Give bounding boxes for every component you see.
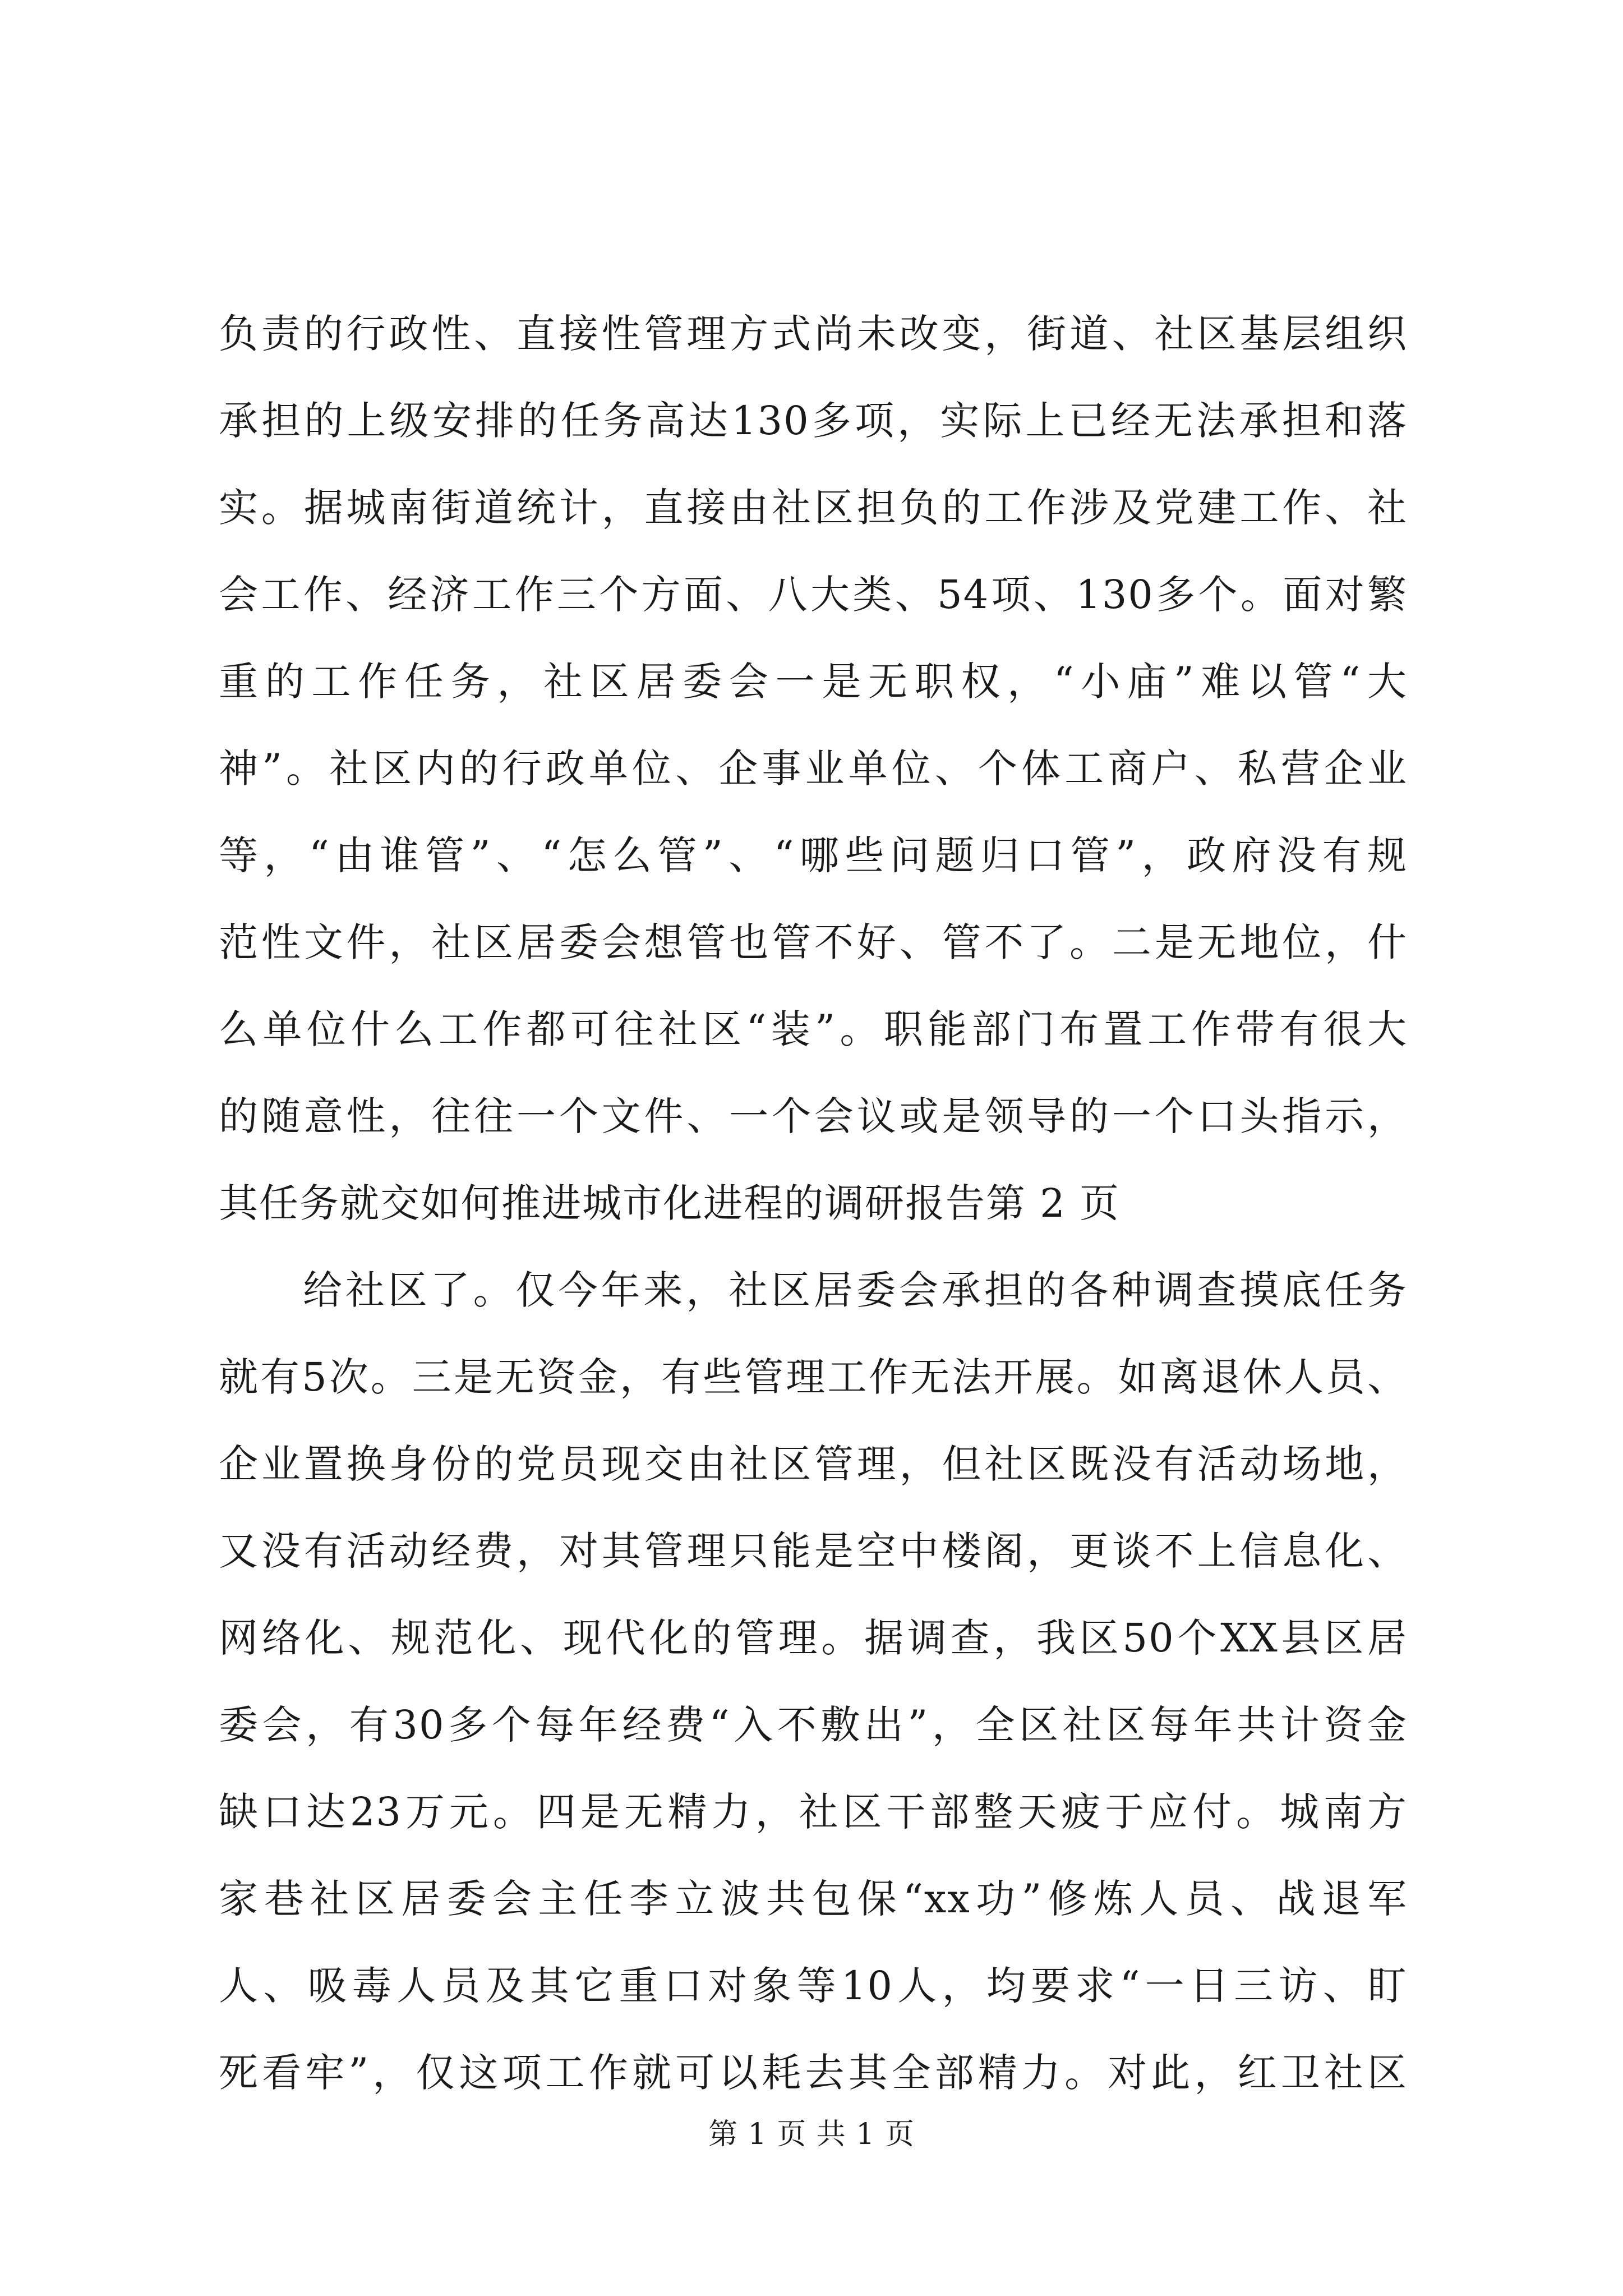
text-line: 又没有活动经费，对其管理只能是空中楼阁，更谈不上信息化、 [219,1528,1408,1574]
text-line: 缺口达23万元。四是无精力，社区干部整天疲于应付。城南方 [219,1789,1408,1835]
text-line: 会工作、经济工作三个方面、八大类、54项、130多个。面对繁 [219,572,1408,618]
text-line: 负责的行政性、直接性管理方式尚未改变，街道、社区基层组织 [219,311,1408,357]
text-line: 企业置换身份的党员现交由社区管理，但社区既没有活动场地， [219,1441,1408,1487]
text-line: 承担的上级安排的任务高达130多项，实际上已经无法承担和落 [219,398,1408,444]
text-line: 重的工作任务，社区居委会一是无职权，“小庙”难以管“大 [219,659,1408,705]
text-line: 神”。社区内的行政单位、企事业单位、个体工商户、私营企业 [219,746,1408,792]
paragraph-first-line: 给社区了。仅今年来，社区居委会承担的各种调查摸底任务 [303,1267,1408,1313]
text-line: 么单位什么工作都可往社区“装”。职能部门布置工作带有很大 [219,1006,1408,1052]
text-line: 的随意性，往往一个文件、一个会议或是领导的一个口头指示， [219,1093,1408,1139]
text-line: 网络化、规范化、现代化的管理。据调查，我区50个XX县区居 [219,1615,1408,1661]
page-number-footer: 第 1 页 共 1 页 [708,2118,915,2151]
text-line: 实。据城南街道统计，直接由社区担负的工作涉及党建工作、社 [219,485,1408,531]
text-line: 范性文件，社区居委会想管也管不好、管不了。二是无地位，什 [219,919,1408,965]
text-line: 家巷社区居委会主任李立波共包保“xx功”修炼人员、战退军 [219,1876,1408,1922]
text-line: 就有5次。三是无资金，有些管理工作无法开展。如离退休人员、 [219,1354,1408,1400]
text-line: 人、吸毒人员及其它重口对象等10人，均要求“一日三访、盯 [219,1963,1408,2009]
text-line: 委会，有30多个每年经费“入不敷出”，全区社区每年共计资金 [219,1702,1408,1748]
text-line: 其任务就交如何推进城市化进程的调研报告第 2 页 [219,1180,1121,1226]
text-line: 死看牢”，仅这项工作就可以耗去其全部精力。对此，红卫社区 [219,2050,1408,2096]
text-line: 等，“由谁管”、“怎么管”、“哪些问题归口管”，政府没有规 [219,832,1408,878]
